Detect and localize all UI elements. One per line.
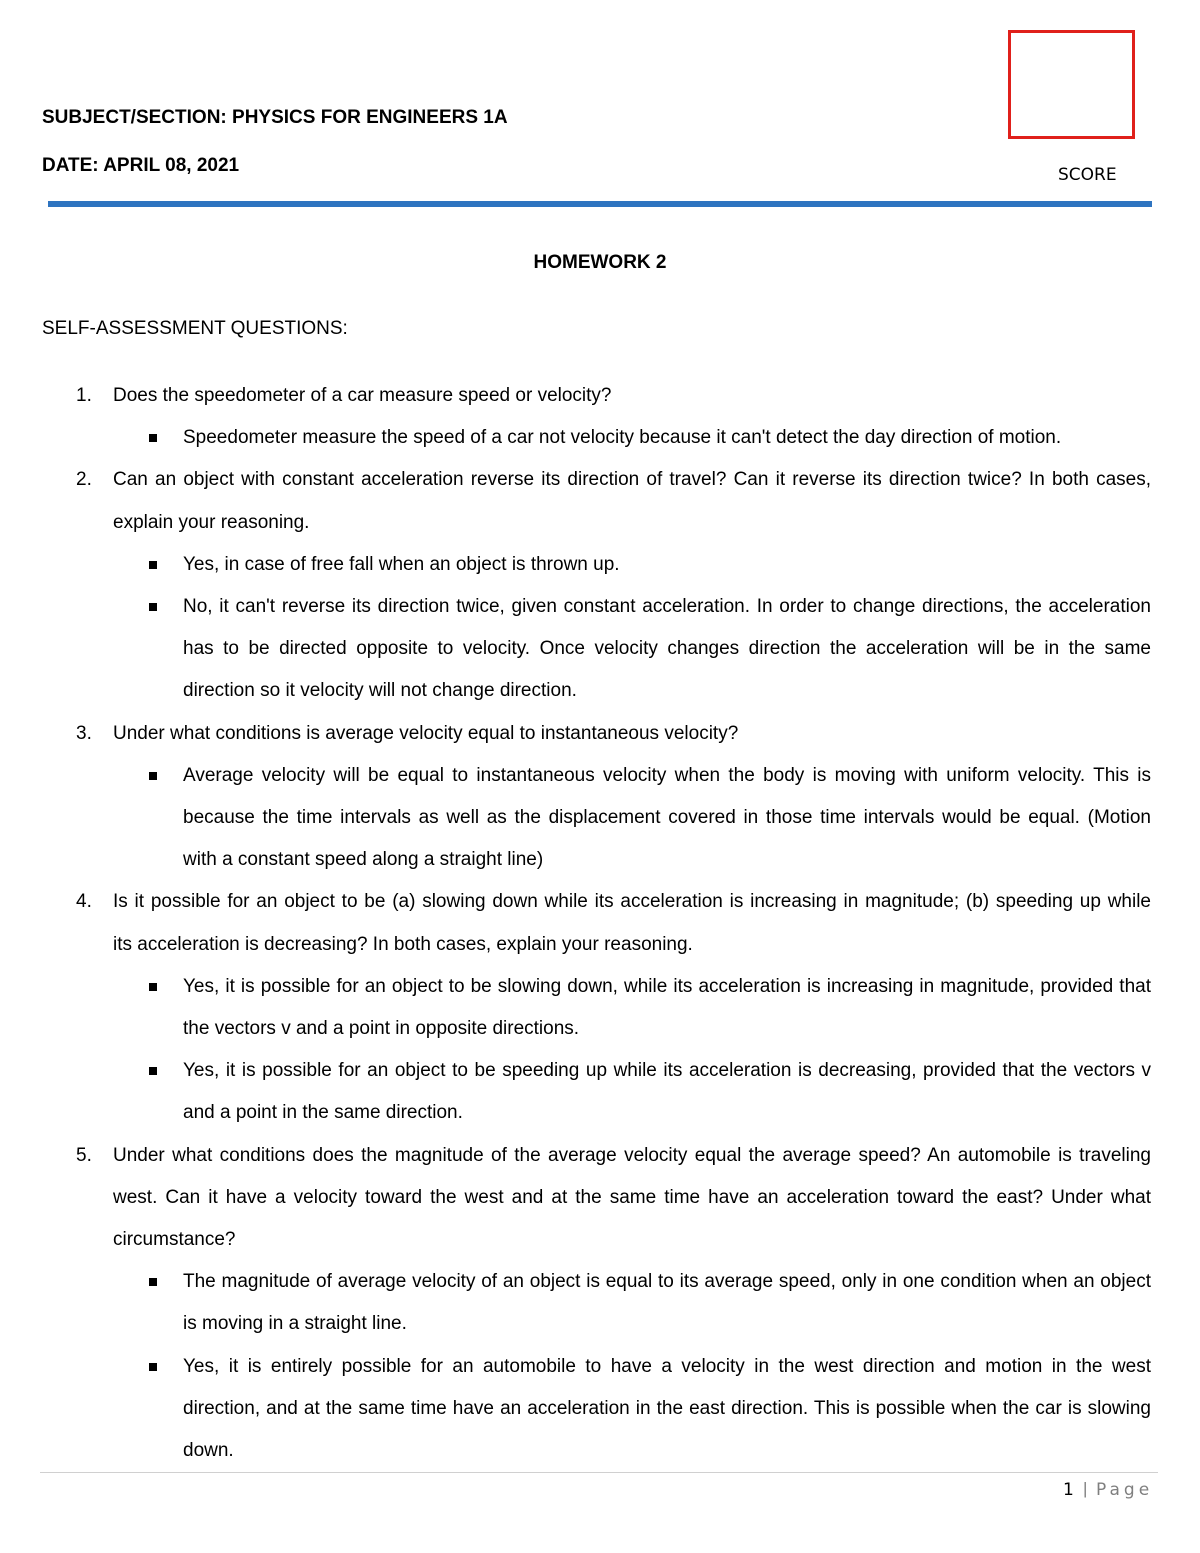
answer-text-line: with a constant speed along a straight line) (183, 849, 544, 871)
bullet-marker (149, 1067, 157, 1075)
question-number: 4. (76, 891, 92, 913)
answer-text-line: Speedometer measure the speed of a car not velocity because it can't detect the day direction of motion. (183, 427, 1062, 449)
subject-section-label: SUBJECT/SECTION: PHYSICS FOR ENGINEERS 1A (42, 107, 508, 128)
question-number: 2. (76, 469, 92, 491)
answer-text-line: has to be directed opposite to velocity. Once velocity changes direction the acceleration will be in the same (183, 638, 1151, 660)
answer-text-line: Average velocity will be equal to instantaneous velocity when the body is moving with uniform velocity. This is (183, 764, 1151, 786)
score-label: SCORE (1058, 165, 1117, 185)
bullet-marker (149, 1363, 157, 1371)
question-text-line: Can an object with constant acceleration reverse its direction of travel? Can it reverse its direction twice? In both cases, (113, 469, 1151, 491)
answer-text-line: the vectors v and a point in opposite directions. (183, 1018, 580, 1039)
section-heading: SELF-ASSESSMENT QUESTIONS: (42, 318, 348, 339)
bullet-marker (149, 434, 157, 442)
question-text-line: Under what conditions does the magnitude of the average velocity equal the average speed? An automobile is traveling (113, 1144, 1151, 1166)
answer-text-line: direction, and at the same time have an acceleration in the east direction. This is possible when the car is slowing (183, 1397, 1151, 1419)
question-text-line: west. Can it have a velocity toward the west and at the same time have an acceleration toward the east? Under what (113, 1186, 1151, 1208)
question-text-line: Under what conditions is average velocity equal to instantaneous velocity? (113, 722, 739, 744)
bullet-marker (149, 1278, 157, 1286)
answer-text-line: and a point in the same direction. (183, 1102, 463, 1124)
answer-text-line: Yes, it is possible for an object to be slowing down, while its acceleration is increasing in magnitude, provided that (183, 975, 1151, 997)
bullet-marker (149, 983, 157, 991)
header-divider (48, 201, 1152, 207)
page-number: 1 (1063, 1480, 1074, 1500)
question-text-line: explain your reasoning. (113, 511, 310, 533)
date-label: DATE: APRIL 08, 2021 (42, 155, 240, 176)
bullet-marker (149, 561, 157, 569)
answer-text-line: because the time intervals as well as the displacement covered in those time intervals would be equal. (Motion (183, 807, 1151, 828)
score-box (1008, 30, 1135, 139)
answer-text-line: Yes, it is entirely possible for an automobile to have a velocity in the west direction and motion in the west (183, 1355, 1151, 1377)
answer-text-line: is moving in a straight line. (183, 1313, 407, 1335)
answer-text-line: direction so it velocity will not change direction. (183, 680, 577, 702)
question-text-line: Is it possible for an object to be (a) slowing down while its acceleration is increasing in magnitude; (b) speeding up while (113, 891, 1151, 913)
question-number: 1. (76, 385, 92, 406)
answer-text-line: down. (183, 1440, 234, 1461)
answer-text-line: The magnitude of average velocity of an object is equal to its average speed, only in one condition when an object (183, 1271, 1151, 1293)
answer-text-line: Yes, it is possible for an object to be speeding up while its acceleration is decreasing, provided that the vectors v (183, 1060, 1151, 1082)
page-title: HOMEWORK 2 (533, 252, 667, 273)
page-separator: | (1083, 1479, 1088, 1498)
question-number: 3. (76, 722, 92, 744)
question-number: 5. (76, 1144, 92, 1166)
question-text-line: circumstance? (113, 1229, 236, 1250)
answer-text-line: Yes, in case of free fall when an object is thrown up. (183, 553, 620, 575)
bullet-marker (149, 603, 157, 611)
bullet-marker (149, 772, 157, 780)
page-word: Page (1096, 1480, 1154, 1500)
question-text-line: Does the speedometer of a car measure speed or velocity? (113, 385, 612, 406)
question-text-line: its acceleration is decreasing? In both cases, explain your reasoning. (113, 933, 693, 955)
answer-text-line: No, it can't reverse its direction twice, given constant acceleration. In order to change directions, the acceleration (183, 596, 1151, 617)
footer-divider (40, 1472, 1158, 1473)
